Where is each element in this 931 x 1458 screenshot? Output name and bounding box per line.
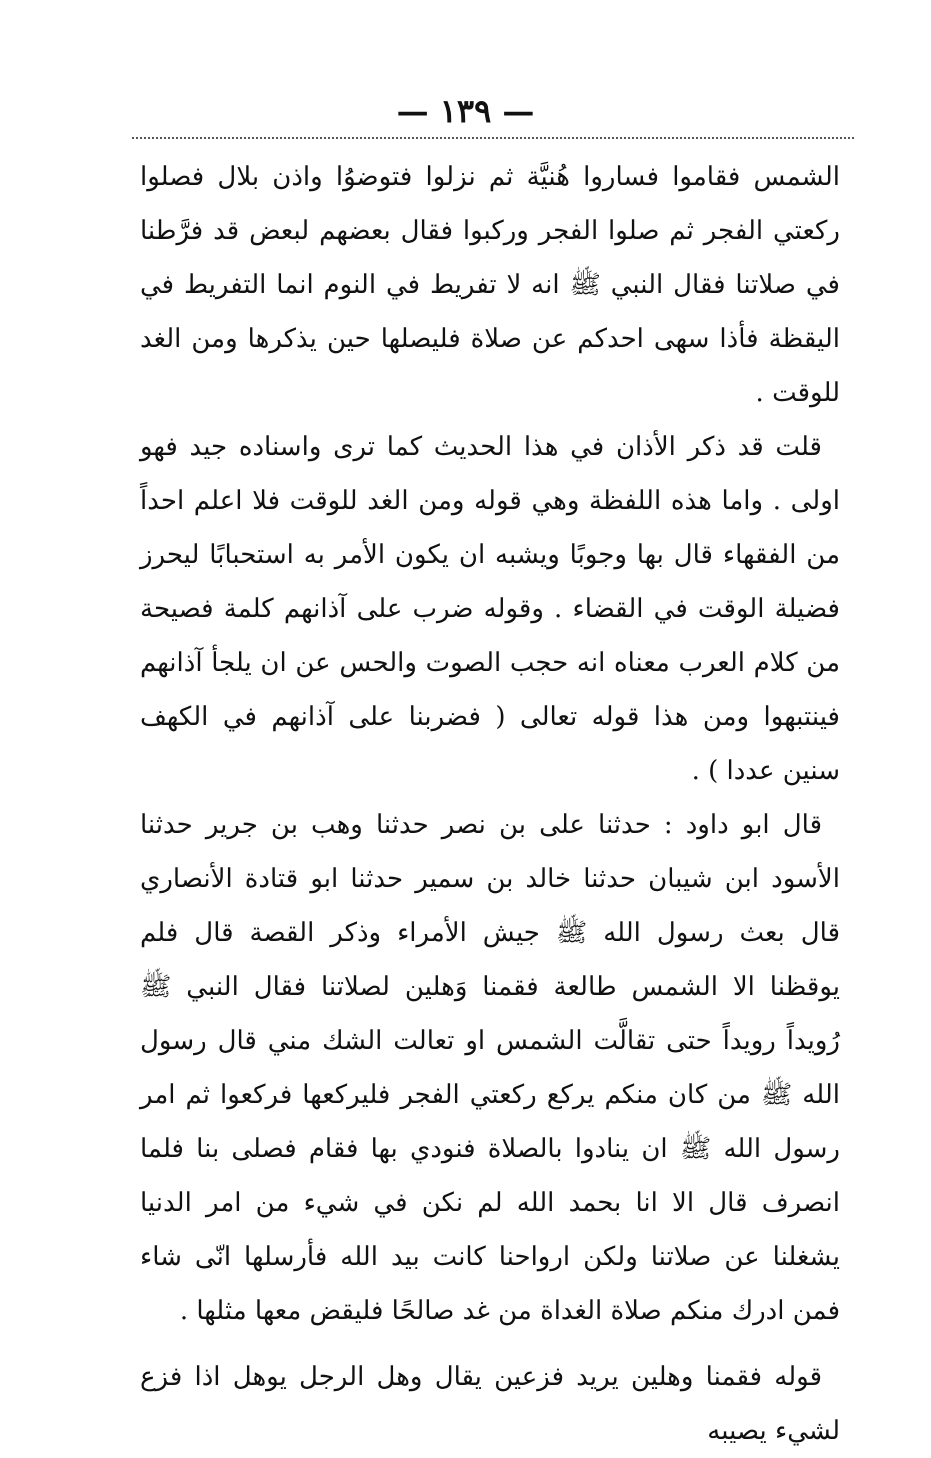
header-dotted-rule	[132, 137, 854, 139]
paragraph-commentary: قلت قد ذكر الأذان في هذا الحديث كما ترى واسناده جيد فهو اولى . واما هذه اللفظة وهي قوله ومن الغد للوقت فلا اعلم احداً من الفقهاء قال بها وجوبًا ويشبه ان يكون الأمر به استحبابًا ليحرز فضيلة الوقت في القضاء . وقوله ضرب على آذانهم كلمة فصيحة من كلام العرب معناه انه حجب الصوت والحس عن ان يلجأ آذانهم فينتبهوا ومن هذا قوله تعالى ( فضربنا على آذانهم في الكهف سنين عددا ) .	[140, 432, 840, 786]
page-number: — ١٣٩ —	[396, 92, 535, 130]
paragraph-abu-dawud-narration: قال ابو داود : حدثنا على بن نصر حدثنا وهب بن جرير حدثنا الأسود ابن شيبان حدثنا خالد بن سمير حدثنا ابو قتادة الأنصاري قال بعث رسول الله ﷺ جيش الأمراء وذكر القصة قال فلم يوقظنا الا الشمس طالعة فقمنا وَهلين لصلاتنا فقال النبي ﷺ رُويداً رويداً حتى تقالَّت الشمس او تعالت الشك مني قال رسول الله ﷺ من كان منكم يركع ركعتي الفجر فليركعها فركعوا ثم امر رسول الله ﷺ ان ينادوا بالصلاة فنودي بها فقام فصلى بنا فلما انصرف قال الا انا بحمد الله لم نكن في شيء من امر الدنيا يشغلنا عن صلاتنا ولكن ارواحنا كانت بيد الله فأرسلها انّى شاء فمن ادرك منكم صلاة الغداة من غد صالحًا فليقض معها مثلها .	[140, 810, 840, 1326]
paragraph-hadith-end: الشمس فقاموا فساروا هُنيَّة ثم نزلوا فتوضوُا واذن بلال فصلوا ركعتي الفجر ثم صلوا الفجر وركبوا فقال بعضهم لبعض قد فرَّطنا في صلاتنا فقال النبي ﷺ انه لا تفريط في النوم انما التفريط في اليقظة فأذا سهى احدكم عن صلاة فليصلها حين يذكرها ومن الغد للوقت .	[140, 162, 841, 408]
page-body	[140, 150, 840, 1458]
paragraph-word-explanation: قوله فقمنا وهلين يريد فزعين يقال وهل الرجل يوهل اذا فزع لشيء يصيبه	[140, 1362, 840, 1446]
